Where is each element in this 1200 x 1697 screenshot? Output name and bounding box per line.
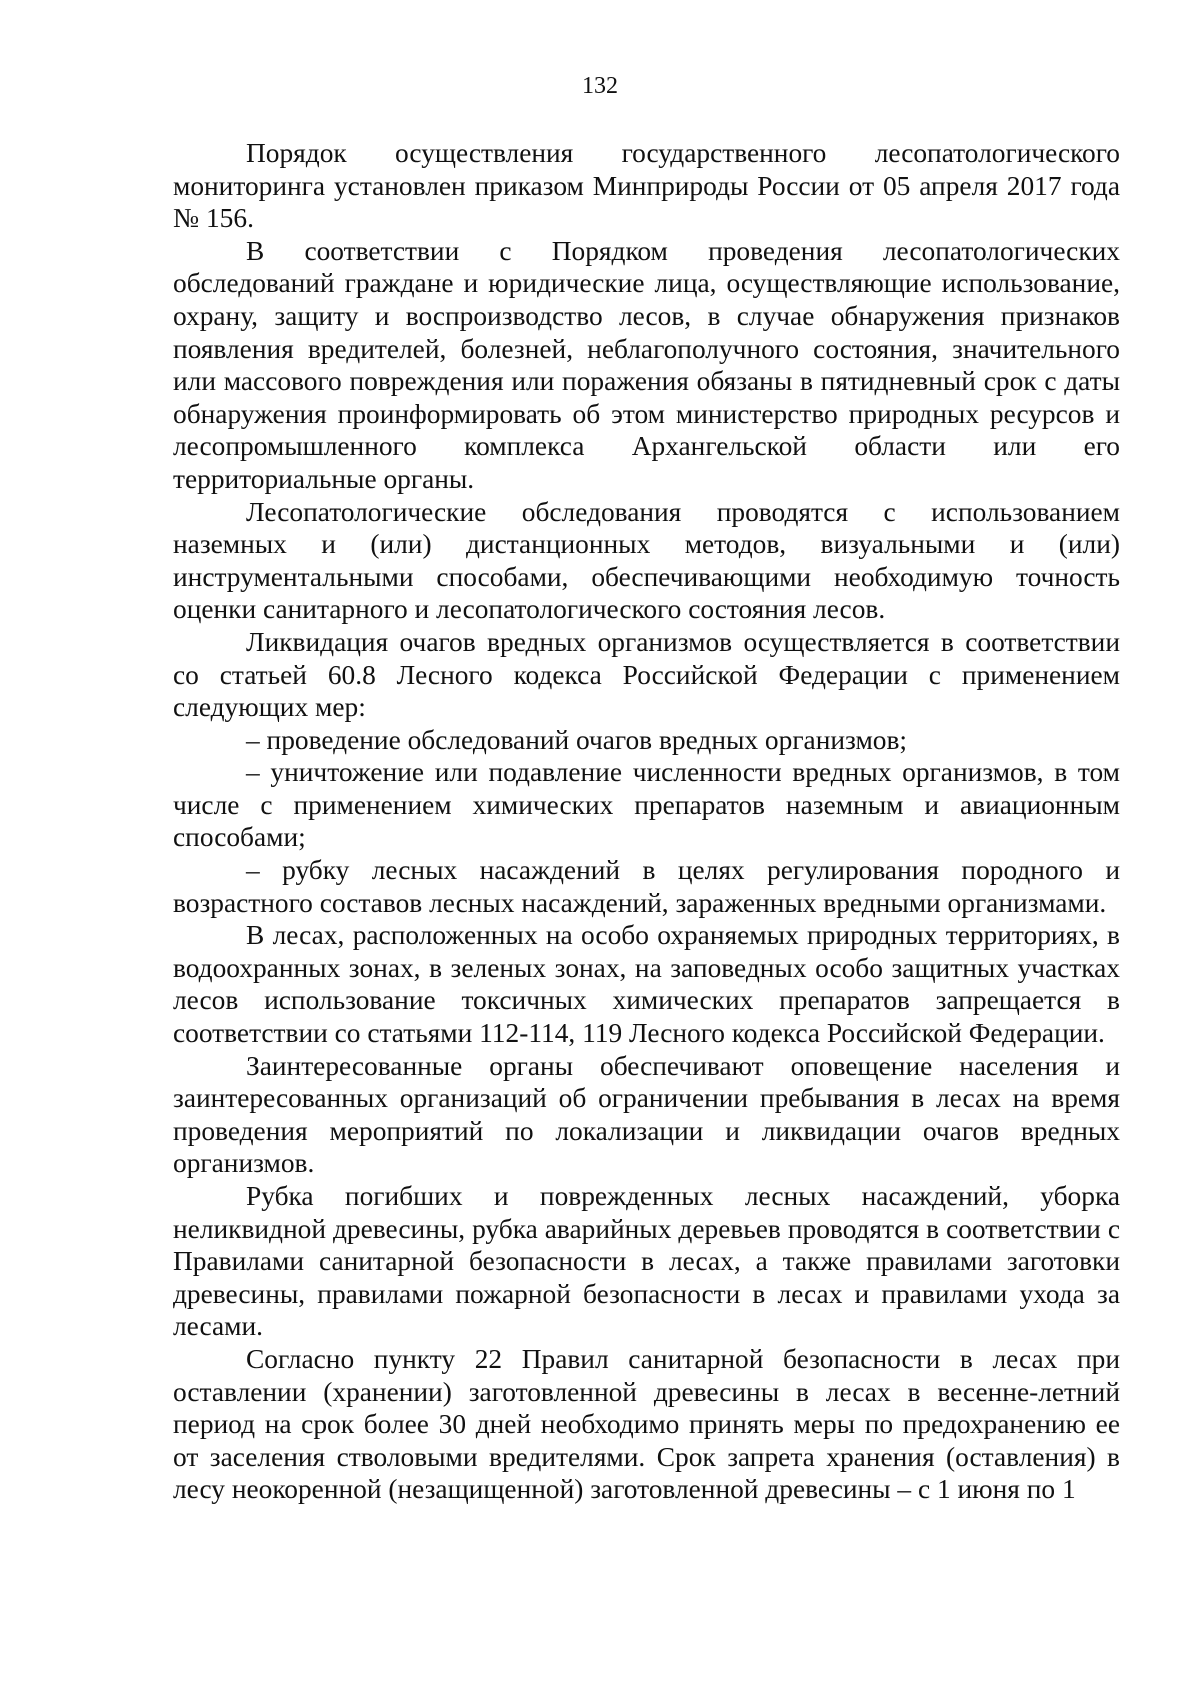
paragraph-monitoring-order: Порядок осуществления государственного лесопатологического мониторинга установлен приказом Минприроды России от 05 апреля 2017 года № 156.: [173, 138, 1120, 234]
paragraph-liquidation-measures: Ликвидация очагов вредных организмов осуществляется в соответствии со статьей 60.8 Лесного кодекса Российской Федерации с применением следующих мер:: [173, 626, 1120, 723]
page-number: 132: [582, 73, 618, 99]
list-item-destruction: – уничтожение или подавление численности вредных организмов, в том числе с применением химических препаратов наземным и авиационным способами;: [173, 757, 1120, 853]
paragraph-wood-storage: Согласно пункту 22 Правил санитарной безопасности в лесах при оставлении (хранении) заготовленной древесины в лесах в весенне-летний период на срок более 30 дней необходимо принять меры по предохранению ее от заселения стволовыми вредителями. Срок запрета хранения (оставления) в лесу неокоренной (незащищенной) заготовленной древесины – с 1 июня по 1: [173, 1343, 1120, 1505]
paragraph-notification: Заинтересованные органы обеспечивают оповещение населения и заинтересованных организаций об ограничении пребывания в лесах на время проведения мероприятий по локализации и ликвидации очагов вредных организмов.: [173, 1050, 1120, 1179]
paragraph-survey-methods: Лесопатологические обследования проводятся с использованием наземных и (или) дистанционных методов, визуальными и (или) инструментальными способами, обеспечивающими необходимую точность оценки санитарного и лесопатологического состояния лесов.: [173, 496, 1120, 625]
list-item-surveys: – проведение обследований очагов вредных организмов;: [246, 724, 908, 755]
paragraph-sanitary-felling: Рубка погибших и поврежденных лесных насаждений, уборка неликвидной древесины, рубка аварийных деревьев проводятся в соответствии с Правилами санитарной безопасности в лесах, а также правилами заготовки древесины, правилами пожарной безопасности в лесах и правилами ухода за лесами.: [173, 1181, 1120, 1342]
paragraph-protected-areas: В лесах, расположенных на особо охраняемых природных территориях, в водоохранных зонах, в зеленых зонах, на заповедных особо защитных участках лесов использование токсичных химических препаратов запрещается в соответствии со статьями 112-114, 119 Лесного кодекса Российской Федерации.: [173, 920, 1120, 1049]
paragraph-survey-obligations: В соответствии с Порядком проведения лесопатологических обследований граждане и юридические лица, осуществляющие использование, охрану, защиту и воспроизводство лесов, в случае обнаружения признаков появления вредителей, болезней, неблагополучного состояния, значительного или массового повреждения или поражения обязаны в пятидневный срок с даты обнаружения проинформировать об этом министерство природных ресурсов и лесопромышленного комплекса Архангельской области или его территориальные органы.: [173, 235, 1120, 494]
document-body: [173, 137, 1120, 1506]
list-item-felling: – рубку лесных насаждений в целях регулирования породного и возрастного составов лесных насаждений, зараженных вредными организмами.: [173, 855, 1120, 918]
